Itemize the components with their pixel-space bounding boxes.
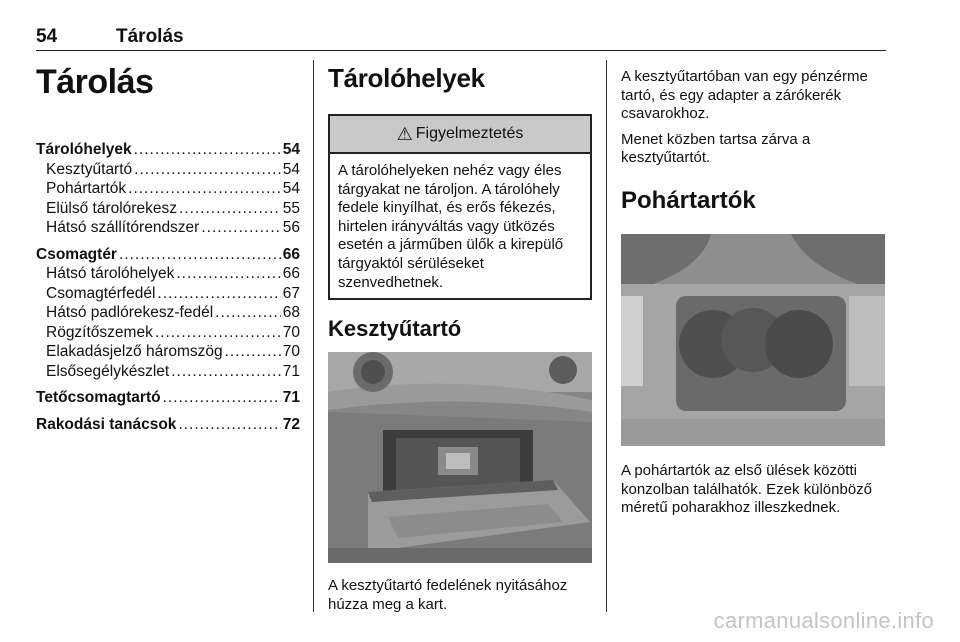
header-divider	[36, 50, 886, 51]
toc-leader-dots	[215, 303, 281, 323]
toc-leader-dots	[171, 362, 281, 382]
toc-leader-dots	[225, 342, 281, 362]
glovebox-photo	[328, 352, 592, 563]
toc-entry[interactable]	[36, 179, 300, 199]
toc-entry-page: 72	[282, 415, 300, 433]
toc-leader-dots	[201, 218, 280, 238]
toc-entry[interactable]	[36, 218, 300, 238]
column-divider-2	[606, 60, 607, 612]
toc-leader-dots	[179, 199, 281, 219]
toc-entry-page: 67	[282, 284, 300, 302]
subheading-glovebox: Kesztyűtartó	[328, 316, 462, 342]
page-number: 54	[36, 26, 58, 47]
toc-entry-label: Hátsó tárolóhelyek	[46, 265, 175, 282]
subheading-cupholders: Pohártartók	[621, 186, 756, 214]
glovebox-advice-paragraph: Menet közben tartsa zárva a kesztyűtartót.	[621, 130, 811, 167]
watermark: carmanualsonline.info	[713, 608, 934, 633]
toc-entry-page: 70	[282, 343, 300, 360]
toc-entry[interactable]	[36, 415, 300, 435]
toc-entry[interactable]	[36, 284, 300, 304]
toc-entry-label: Elsősegélykészlet	[46, 362, 170, 380]
toc-entry[interactable]	[36, 362, 300, 382]
toc-entry-page: 71	[282, 362, 300, 380]
cupholder-caption: A pohártartók az első ülések közötti konzolban találhatók. Ezek különböző méretű poharakhoz illeszkednek.	[621, 461, 873, 517]
toc-entry[interactable]	[36, 388, 300, 408]
toc-leader-dots	[134, 140, 281, 160]
cupholder-illustration	[621, 234, 885, 446]
toc-entry-label: Hátsó padlórekesz-fedél	[46, 304, 214, 321]
toc-leader-dots	[134, 160, 281, 180]
toc-entry[interactable]	[36, 140, 300, 160]
toc-leader-dots	[119, 245, 281, 265]
warning-box	[328, 114, 592, 300]
toc-entry-label: Tárolóhelyek	[36, 141, 132, 158]
toc-entry-page: 66	[282, 245, 300, 263]
glovebox-info-paragraph: A kesztyűtartóban van egy pénzérme tartó, és egy adapter a zárókerék csavarokhoz.	[621, 68, 868, 123]
toc-entry-page: 68	[282, 304, 300, 321]
toc-entry-label: Tetőcsomagtartó	[36, 389, 161, 406]
toc-entry-label: Hátsó szállítórendszer	[46, 219, 200, 236]
toc-entry[interactable]	[36, 160, 300, 180]
toc-leader-dots	[176, 264, 280, 284]
running-section-title: Tárolás	[116, 26, 184, 47]
warning-text: A tárolóhelyeken nehéz vagy éles tárgyakat ne tároljon. A tárolóhely fedele kinyílhat, és erős fékezés, hirtelen irányváltás vagy ütközés esetén a járműben ülők a kirepülő tárgyaktól sérüléseket szenvedhetnek.	[338, 162, 564, 291]
toc-entry-page: 66	[282, 265, 300, 282]
cupholder-photo	[621, 234, 885, 446]
column-divider-1	[313, 60, 314, 612]
toc-entry-page: 54	[282, 160, 300, 178]
chapter-title: Tárolás	[36, 63, 154, 101]
glovebox-illustration	[328, 352, 592, 563]
toc-entry[interactable]	[36, 264, 300, 284]
toc-entry-label: Rögzítőszemek	[46, 323, 153, 341]
toc-entry-page: 54	[282, 141, 300, 158]
toc-entry-label: Elülső tárolórekesz	[46, 199, 177, 217]
toc-leader-dots	[128, 179, 281, 199]
glovebox-caption: A kesztyűtartó fedelének nyitásához húzza meg a kart.	[328, 577, 568, 613]
toc-entry-page: 55	[282, 199, 300, 217]
toc-entry-label: Rakodási tanácsok	[36, 415, 177, 433]
toc-entry-label: Csomagtérfedél	[46, 284, 156, 302]
toc-entry[interactable]	[36, 323, 300, 343]
toc-leader-dots	[178, 415, 280, 435]
toc-entry-label: Pohártartók	[46, 180, 127, 197]
cupholder-column	[621, 60, 886, 518]
storage-column	[328, 60, 592, 614]
toc-entry[interactable]	[36, 199, 300, 219]
toc-leader-dots	[157, 284, 280, 304]
chapter-toc-column	[36, 60, 300, 434]
toc-entry-label: Csomagtér	[36, 245, 117, 263]
section-heading-storage: Tárolóhelyek	[328, 63, 485, 93]
table-of-contents	[36, 140, 300, 434]
toc-entry[interactable]	[36, 342, 300, 362]
toc-leader-dots	[163, 388, 281, 408]
toc-entry[interactable]	[36, 303, 300, 323]
warning-title: Figyelmeztetés	[415, 125, 524, 142]
toc-entry-page: 56	[282, 219, 300, 236]
warning-triangle-icon: ⚠	[396, 123, 413, 144]
toc-entry[interactable]	[36, 245, 300, 265]
toc-leader-dots	[155, 323, 281, 343]
toc-entry-page: 70	[282, 323, 300, 341]
toc-entry-label: Elakadásjelző háromszög	[46, 343, 223, 360]
toc-entry-page: 71	[282, 389, 300, 406]
toc-entry-label: Kesztyűtartó	[46, 160, 133, 178]
warning-header	[330, 116, 590, 154]
toc-entry-page: 54	[282, 180, 300, 197]
